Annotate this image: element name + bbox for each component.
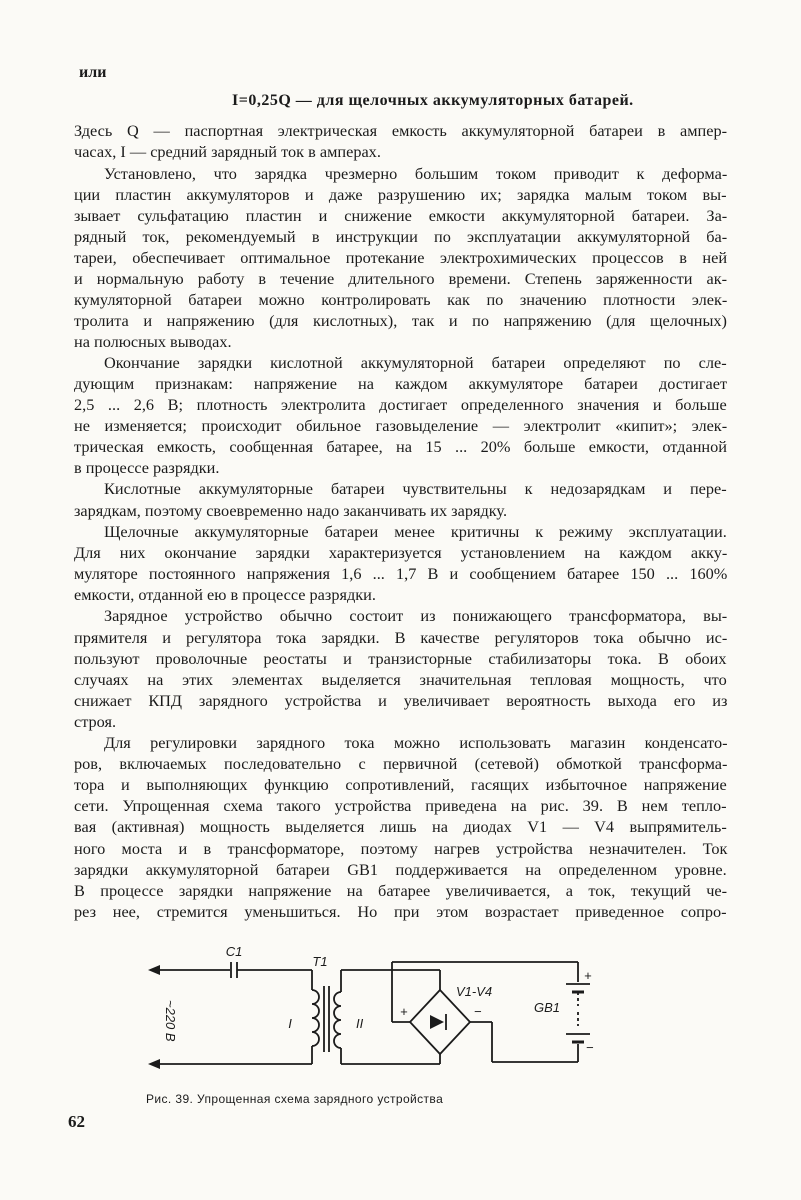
label-mains: ~220 В — [163, 1000, 178, 1042]
text-line: пользуют проволочные реостаты и транзисторные стабилизаторы тока. В обоих — [74, 649, 727, 668]
label-minus-battery: − — [586, 1040, 594, 1055]
text-line: муляторе постоянного напряжения 1,6 ... 1,7 В и сообщением батарее 150 ... 160% — [74, 564, 728, 583]
text-line: вая (активная) мощность выделяется лишь на диодах V1 — V4 выпрямитель- — [74, 817, 727, 836]
text-line: и нормальную работу в течение длительного времени. Степень заряженности ак- — [74, 269, 728, 288]
text-line: зывает сульфатацию пластин и снижение емкости аккумуляторной батареи. За- — [74, 206, 728, 225]
primary-winding — [312, 990, 319, 1046]
text-line: Щелочные аккумуляторные батареи менее критичны к режиму эксплуатации. — [104, 522, 727, 541]
text-line: строя. — [74, 712, 117, 731]
text-line: Здесь Q — паспортная электрическая емкость аккумуляторной батареи в ампер- — [74, 121, 728, 140]
text-line: Установлено, что зарядка чрезмерно большим током приводит к деформа- — [104, 164, 728, 183]
text-line: случаях на этих элементах выделяется значительная тепловая мощность, что — [74, 670, 727, 689]
label-plus-battery: + — [584, 968, 592, 983]
label-primary: I — [288, 1016, 292, 1031]
text-line: трическая емкость, сообщенная батарее, на 15 ... 20% больше емкости, отданной — [74, 437, 727, 456]
text-line: рядный ток, рекомендуемый в инструкции по эксплуатации аккумуляторной ба- — [74, 227, 728, 246]
diode-symbol — [430, 1015, 444, 1029]
text-line: тролита и напряжению (для кислотных), так и по напряжению (для щелочных) — [74, 311, 727, 330]
text-line: ции пластин аккумуляторов и даже разрушению их; зарядка малым током вы- — [74, 185, 727, 204]
text-line: В процессе зарядки напряжение на батарее увеличивается, а ток, текущий че- — [74, 881, 728, 900]
text-line: Зарядное устройство обычно состоит из понижающего трансформатора, вы- — [104, 606, 728, 625]
text-line: снижает КПД зарядного устройства и увеличивает вероятность выхода его из — [74, 691, 728, 710]
label-secondary: II — [356, 1016, 364, 1031]
text-line: прямителя и регулятора тока зарядки. В качестве регуляторов тока обычно ис- — [74, 628, 728, 647]
label-battery: GB1 — [534, 1000, 561, 1015]
figure-caption: Рис. 39. Упрощенная схема зарядного устройства — [146, 1092, 444, 1106]
text-line: зарядки аккумуляторной батареи GB1 поддерживается на определенном уровне. — [74, 860, 727, 879]
text-line: кумуляторной батареи можно контролировать как по значению плотности элек- — [74, 290, 728, 309]
text-line: 2,5 ... 2,6 В; плотность электролита достигает определенного значения и больше — [74, 395, 727, 414]
text-line: на полюсных выводах. — [74, 332, 232, 351]
formula-line: I=0,25Q — для щелочных аккумуляторных батарей. — [232, 92, 634, 109]
text-line: зарядкам, поэтому своевременно надо заканчивать их зарядку. — [74, 501, 508, 520]
text-line: рез нее, стремится уменьшиться. Но при этом возрастает приведенное сопро- — [74, 902, 727, 921]
connector-word: или — [79, 64, 107, 81]
text-line: Окончание зарядки кислотной аккумуляторной батареи определяют по сле- — [104, 353, 727, 372]
page-number: 62 — [68, 1112, 85, 1131]
label-minus-bridge: − — [474, 1004, 482, 1019]
text-line: дующим признакам: напряжение на каждом аккумуляторе батареи достигает — [74, 374, 728, 393]
arrow-bottom — [148, 1059, 160, 1069]
text-line: тареи, обеспечивает оптимальное протекание электрохимических процессов в ней — [74, 248, 728, 267]
secondary-winding — [334, 992, 341, 1048]
text-line: Кислотные аккумуляторные батареи чувствительны к недозарядкам и пере- — [104, 479, 727, 498]
label-plus-bridge: + — [400, 1004, 408, 1019]
text-line: в процессе разрядки. — [74, 458, 220, 477]
label-t1: T1 — [312, 954, 328, 969]
text-line: не изменяется; происходит обильное газовыделение — электролит «кипит»; элек- — [74, 416, 728, 435]
text-line: часах, I — средний зарядный ток в амперах. — [74, 142, 381, 161]
arrow-top — [148, 965, 160, 975]
text-line: емкости, отданной ею в процессе разрядки. — [74, 585, 376, 604]
text-line: тора и выполняющих функцию сопротивлений, гасящих избыточное напряжение — [74, 775, 727, 794]
text-line: Для регулировки зарядного тока можно использовать магазин конденсато- — [104, 733, 728, 752]
text-line: Для них окончание зарядки характеризуется установлением на каждом акку- — [74, 543, 728, 562]
label-diodes: V1-V4 — [456, 984, 493, 999]
circuit-diagram — [130, 940, 630, 1080]
label-c1: C1 — [225, 944, 243, 959]
text-line: ров, включаемых последовательно с первичной (сетевой) обмоткой трансформа- — [74, 754, 728, 773]
text-line: ного моста и в трансформаторе, поэтому нагрев устройства незначителен. Ток — [74, 839, 728, 858]
text-line: сети. Упрощенная схема такого устройства приведена на рис. 39. В нем тепло- — [74, 796, 727, 815]
